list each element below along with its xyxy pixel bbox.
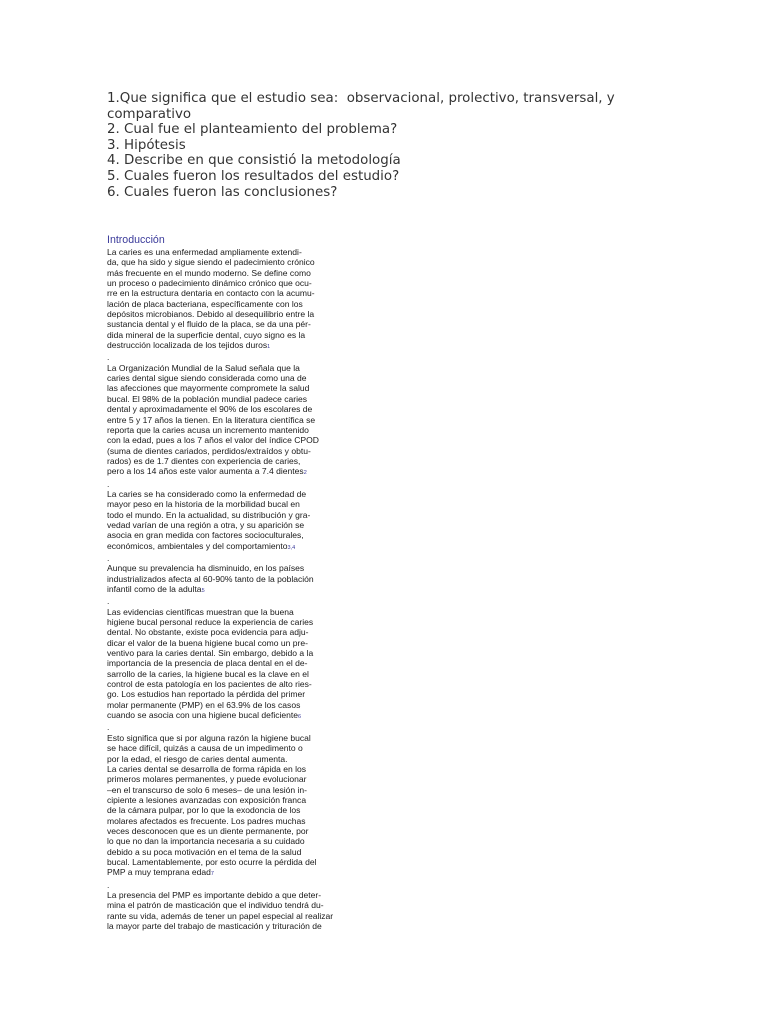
paragraph-line: rados) es de 1.7 dientes con experiencia de caries, [107,455,301,466]
paragraph-text: infantil como de la adulta [107,584,202,594]
paragraph-line: go. Los estudios han reportado la pérdida del primer [107,689,306,700]
paragraph-line: debido a su poca motivación en el tema de la salud [107,846,302,857]
paragraph-text: económicos, ambientales y del comportamiento [107,540,288,551]
reference-link[interactable]: 2 [303,470,307,477]
question-2: 2. Cual fue el planteamiento del problema? [107,122,398,138]
section-heading: Introducción [107,234,165,246]
reference-link[interactable]: 1 [267,344,271,351]
paragraph-5 [107,607,347,733]
paragraph-line: veces desconocen que es un diente permanente, por [107,825,309,836]
paragraph-line: importancia de la presencia de placa dental en el de- [107,658,308,669]
question-4: 4. Describe en que consistió la metodología [107,153,401,169]
paragraph-line: La caries se ha considerado como la enfermedad de [107,488,307,499]
question-3: 3. Hipótesis [107,137,186,153]
paragraph-line: sarrollo de la caries, la higiene bucal es la clave en el [107,668,309,679]
paragraph-text: PMP a muy temprana edad [107,867,211,878]
paragraph-line-last [107,710,347,722]
paragraph-line: mayor peso en la historia de la morbilidad bucal en [107,499,300,510]
paragraph-line: Las evidencias científicas muestran que la buena [107,606,294,617]
paragraph-line: La caries es una enfermedad ampliamente extendi- [107,247,302,257]
question-6: 6. Cuales fueron las conclusiones? [107,184,338,200]
paragraph-line: las afecciones que mayormente compromete la salud [107,383,310,394]
paragraph-line: bucal. Lamentablemente, por esto ocurre la pérdida del [107,856,317,867]
paragraph-line: caries dental sigue siendo considerada como una de [107,373,307,384]
paragraph-line: depósitos microbianos. Debido al desequilibrio entre la [107,309,315,320]
paragraph-line: La presencia del PMP es importante debido a que deter- [107,889,322,900]
paragraph-line-last [107,466,347,478]
paragraph-line: molares afectados es frecuente. Los padres muchas [107,815,306,826]
reference-link[interactable]: 5 [201,588,205,594]
paragraph-line: industrializados afecta al 60-90% tanto de la población [107,573,314,584]
paragraph-line: La caries dental se desarrolla de forma rápida en los [107,763,307,774]
paragraph-line: da, que ha sido y sigue siendo el padecimiento crónico [107,257,315,268]
separator-dot: . [107,552,110,563]
paragraph-line: de la cámara pulpar, por lo que la exodoncia de los [107,805,301,816]
paragraph-2 [107,363,347,489]
paragraph-line: lo que no dan la importancia necesaria a su cuidado [107,836,305,847]
paragraph-7 [107,890,347,931]
paragraph-line: mina el patrón de masticación que el individuo tendrá du- [107,900,324,911]
paragraph-line: Aunque su prevalencia ha disminuido, en los países [107,563,305,574]
paragraph-text: pero a los 14 años este valor aumenta a 7.4 dientes [107,466,304,477]
paragraph-text: destrucción localizada de los tejidos duros [107,340,268,351]
reference-link[interactable]: 7 [210,871,214,878]
separator-dot: . [107,879,110,890]
paragraph-line: dicar el valor de la buena higiene bucal como un pre- [107,637,308,648]
paragraph-3 [107,489,347,563]
article-introduction [107,234,347,931]
question-1-continuation: comparativo [107,106,192,122]
paragraph-line: dental y aproximadamente el 90% de los escolares de [107,404,313,415]
paragraph-line-last [107,867,347,879]
paragraph-1 [107,247,347,363]
paragraph-line: dental. No obstante, existe poca evidencia para adju- [107,627,309,638]
paragraph-line: dida mineral de la superficie dental, cuyo signo es la [107,329,306,340]
paragraph-line: Esto significa que si por alguna razón la higiene bucal [107,732,311,743]
paragraph-line: un proceso o padecimiento dinámico crónico que ocu- [107,278,312,289]
paragraph-line: higiene bucal personal reduce la experiencia de caries [107,617,314,628]
paragraph-4 [107,563,347,606]
paragraph-line: cipiente a lesiones avanzadas con exposición franca [107,794,307,805]
paragraph-line: La Organización Mundial de la Salud señala que la [107,362,300,373]
paragraph-line: más frecuente en el mundo moderno. Se define como [107,267,311,278]
paragraph-6 [107,733,347,890]
paragraph-line: se hace difícil, quizás a causa de un impedimento o [107,743,303,754]
paragraph-line: sustancia dental y el fluido de la placa, se da una pér- [107,319,311,330]
question-list [107,91,667,200]
reference-link[interactable]: 6 [298,714,302,721]
paragraph-line: –en el transcurso de solo 6 meses– de una lesión in- [107,784,308,795]
paragraph-line: la mayor parte del trabajo de masticación y trituración de [107,921,322,931]
paragraph-line-last [107,541,347,553]
separator-dot: . [107,722,110,733]
paragraph-line-last [107,340,347,352]
paragraph-text: cuando se asocia con una higiene bucal deficiente [107,710,299,721]
question-5: 5. Cuales fueron los resultados del estudio? [107,168,400,184]
paragraph-line: molar permanente (PMP) en el 63.9% de los casos [107,699,301,710]
paragraph-line: reporta que la caries acusa un incremento mantenido [107,424,309,435]
paragraph-line: rre en la estructura dentaria en contacto con la acumu- [107,288,315,299]
paragraph-line: por la edad, el riesgo de caries dental aumenta. [107,753,288,764]
paragraph-line: vedad varían de una región a otra, y su aparición se [107,519,305,530]
paragraph-line: bucal. El 98% de la población mundial padece caries [107,393,308,404]
separator-dot: . [107,352,110,363]
paragraph-line: lación de placa bacteriana, específicamente con los [107,298,303,309]
paragraph-line: control de esta patología en los pacientes de alto ries- [107,679,312,690]
question-1: 1.Que significa que el estudio sea: observacional, prolectivo, transversal, y [107,91,615,106]
separator-dot: . [107,478,110,489]
paragraph-line-last [107,584,347,596]
paragraph-line: todo el mundo. En la actualidad, su distribución y gra- [107,509,311,520]
paragraph-line: ventivo para la caries dental. Sin embargo, debido a la [107,648,314,659]
paragraph-line: (suma de dientes cariados, perdidos/extraídos y obtu- [107,445,311,456]
paragraph-line: primeros molares permanentes, y puede evolucionar [107,774,307,785]
paragraph-line: rante su vida, además de tener un papel especial al realizar [107,910,334,921]
separator-dot: . [107,596,110,607]
paragraph-line: asocia en gran medida con factores socioculturales, [107,530,304,541]
paragraph-line: con la edad, pues a los 7 años el valor del índice CPOD [107,435,319,446]
paragraph-line: entre 5 y 17 años la tienen. En la literatura científica se [107,414,316,425]
reference-link[interactable]: 3,4 [287,544,296,551]
